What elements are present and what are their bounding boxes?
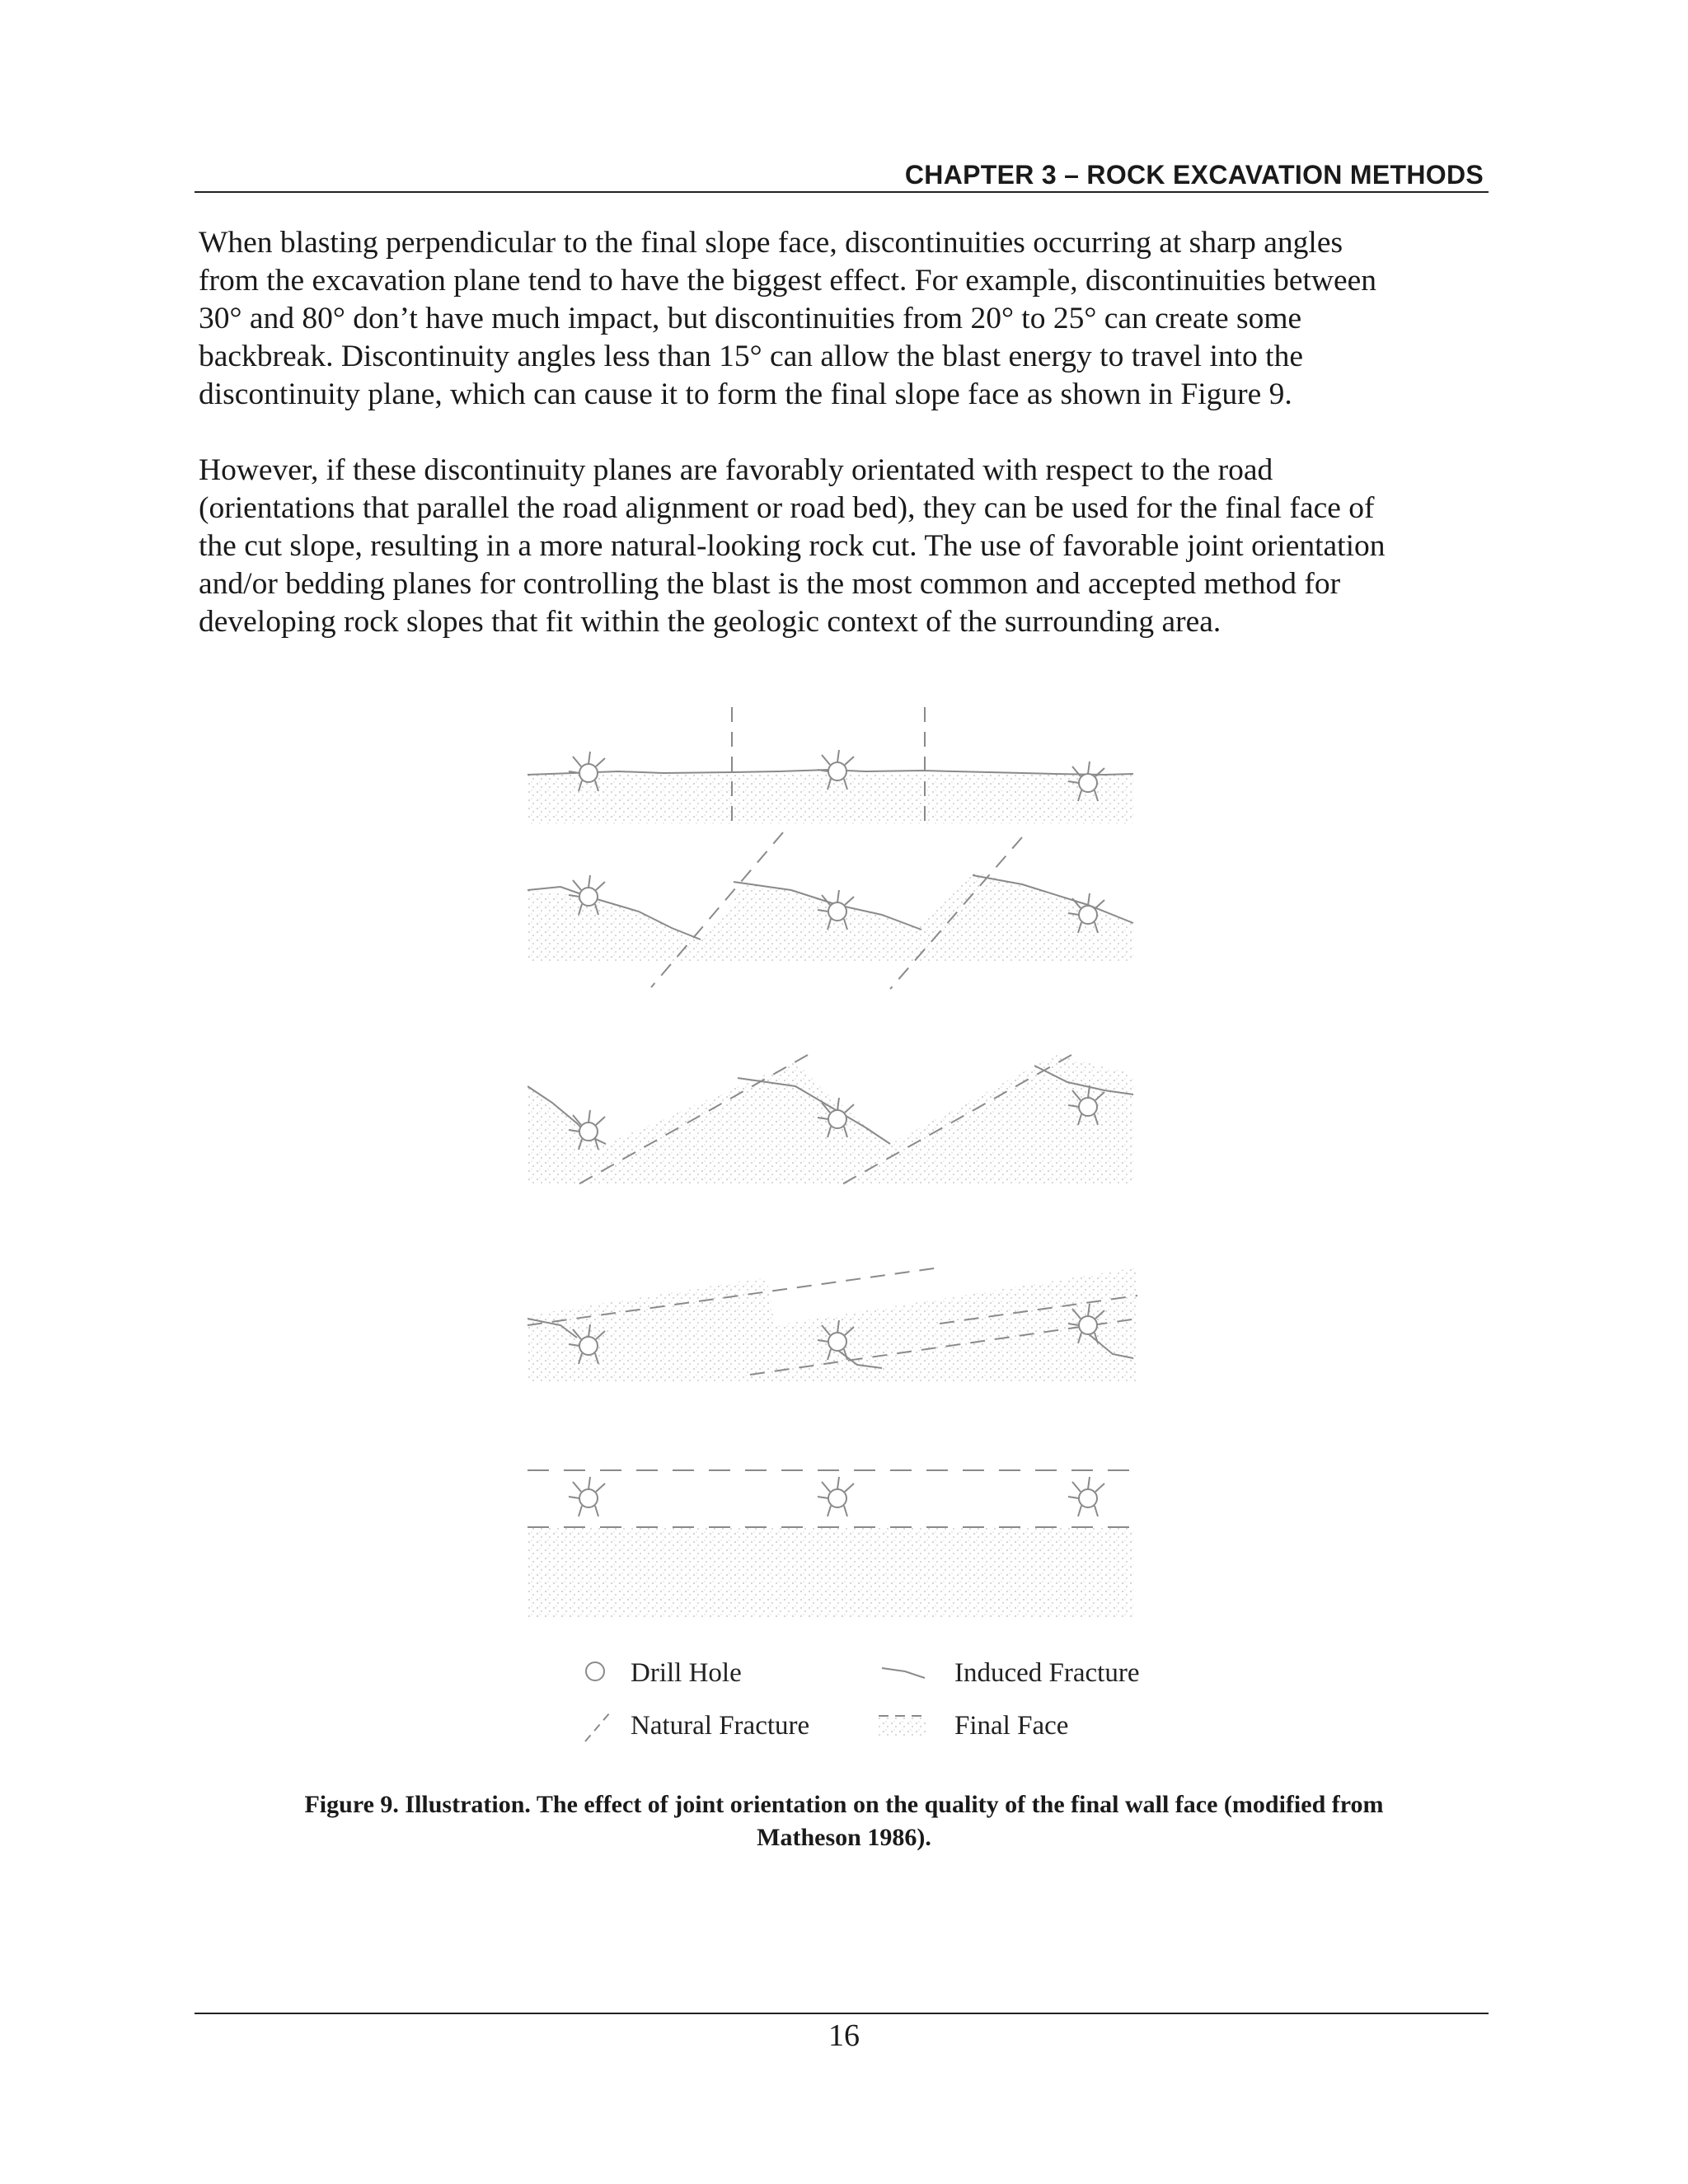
legend xyxy=(585,1658,1139,1741)
chapter-header xyxy=(195,158,1489,193)
text-line: developing rock slopes that fit within the geologic context of the surrounding area. xyxy=(199,605,1221,639)
natural-fracture-legend-icon xyxy=(585,1713,610,1741)
figure-9 xyxy=(528,699,1187,1770)
rock-mass-area xyxy=(528,1268,1137,1383)
footer-rule xyxy=(195,2013,1489,2014)
panel-vertical-joints xyxy=(528,707,1133,824)
drill-hole-legend-icon xyxy=(586,1662,604,1680)
rock-mass-area xyxy=(528,1527,1133,1618)
text-line: However, if these discontinuity planes are favorably orientated with respect to the road xyxy=(199,453,1273,487)
chapter-title: CHAPTER 3 – ROCK EXCAVATION METHODS xyxy=(904,160,1484,190)
body-paragraph-1 xyxy=(199,224,1501,414)
drill-hole-icon xyxy=(1068,1477,1104,1516)
text-line: the cut slope, resulting in a more natural-looking rock cut. The use of favorable joint orientation xyxy=(199,529,1386,563)
caption-line: Matheson 1986). xyxy=(757,1824,931,1851)
legend-induced-fracture: Induced Fracture xyxy=(954,1658,1140,1688)
page-number: 16 xyxy=(828,2018,860,2053)
text-line: 30° and 80° don’t have much impact, but discontinuities from 20° to 25° can create some xyxy=(199,302,1302,335)
text-line: (orientations that parallel the road alignment or road bed), they can be used for the final face of xyxy=(199,491,1375,525)
text-line: from the excavation plane tend to have the biggest effect. For example, discontinuities between xyxy=(199,264,1377,298)
panel-parallel-joints xyxy=(528,1470,1137,1618)
drill-hole-icon xyxy=(818,1477,854,1516)
panel-shallow-joints xyxy=(528,1268,1137,1383)
final-face-legend-fill xyxy=(879,1716,926,1737)
text-line: and/or bedding planes for controlling the blast is the most common and accepted method for xyxy=(199,567,1341,601)
legend-final-face: Final Face xyxy=(954,1711,1069,1741)
panel-moderate-joints xyxy=(528,1055,1133,1185)
legend-natural-fracture: Natural Fracture xyxy=(631,1711,810,1741)
drill-hole-icon xyxy=(569,1477,605,1516)
text-line: discontinuity plane, which can cause it to form the final slope face as shown in Figure 9. xyxy=(199,377,1292,411)
induced-fracture-legend-icon xyxy=(882,1668,925,1678)
text-line: backbreak. Discontinuity angles less than 15° can allow the blast energy to travel into the xyxy=(199,340,1303,373)
caption-line: Figure 9. Illustration. The effect of joint orientation on the quality of the final wall face (modified from xyxy=(304,1791,1384,1818)
joint-orientation-illustration xyxy=(528,699,1187,1770)
text-line: When blasting perpendicular to the final slope face, discontinuities occurring at sharp angles xyxy=(199,226,1343,260)
figure-caption xyxy=(195,1788,1493,1854)
body-paragraph-2 xyxy=(199,452,1501,641)
panel-steep-joints xyxy=(528,832,1133,989)
legend-drill-hole: Drill Hole xyxy=(631,1658,742,1688)
